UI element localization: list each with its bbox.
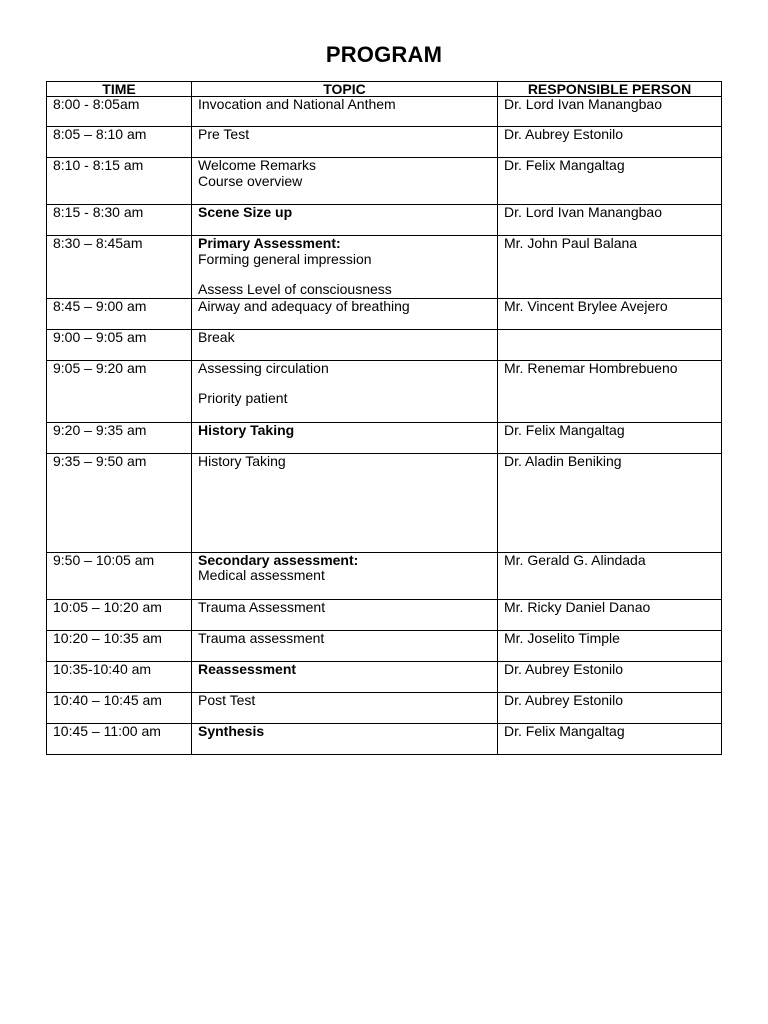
table-row	[47, 360, 722, 422]
topic-cell	[192, 298, 498, 329]
responsible-person-cell: Dr. Aubrey Estonilo	[498, 661, 722, 692]
responsible-person-cell	[498, 329, 722, 360]
topic-line: Post Test	[198, 691, 256, 708]
table-row	[47, 422, 722, 453]
topic-cell	[192, 422, 498, 453]
topic-line: Trauma Assessment	[198, 598, 326, 615]
time-cell: 8:05 – 8:10 am	[47, 127, 192, 158]
header-time: TIME	[47, 82, 192, 97]
topic-cell	[192, 127, 498, 158]
header-responsible-person: RESPONSIBLE PERSON	[498, 82, 722, 97]
time-cell: 10:45 – 11:00 am	[47, 723, 192, 754]
responsible-person-cell: Dr. Felix Mangaltag	[498, 723, 722, 754]
table-row	[47, 692, 722, 723]
table-row	[47, 552, 722, 599]
time-cell: 8:15 - 8:30 am	[47, 205, 192, 236]
responsible-person-cell: Dr. Felix Mangaltag	[498, 158, 722, 205]
table-row	[47, 205, 722, 236]
time-cell: 9:35 – 9:50 am	[47, 453, 192, 552]
topic-line: Break	[198, 328, 235, 345]
time-cell: 10:20 – 10:35 am	[47, 630, 192, 661]
topic-line: Primary Assessment:	[198, 235, 341, 251]
topic-line: Reassessment	[198, 660, 297, 677]
topic-line: Welcome Remarks	[198, 157, 316, 173]
topic-line: History Taking	[198, 452, 286, 469]
responsible-person-cell: Mr. John Paul Balana	[498, 236, 722, 299]
time-cell: 8:30 – 8:45am	[47, 236, 192, 299]
responsible-person-cell: Dr. Aubrey Estonilo	[498, 127, 722, 158]
program-body	[47, 97, 722, 755]
topic-cell	[192, 723, 498, 754]
header-topic: TOPIC	[192, 82, 498, 97]
topic-line: Course overview	[198, 172, 303, 189]
time-cell: 8:10 - 8:15 am	[47, 158, 192, 205]
topic-cell	[192, 329, 498, 360]
topic-line: Synthesis	[198, 722, 265, 739]
page-title: PROGRAM	[325, 42, 443, 67]
topic-line: History Taking	[198, 421, 295, 438]
responsible-person-cell: Mr. Gerald G. Alindada	[498, 552, 722, 599]
table-row	[47, 630, 722, 661]
table-row	[47, 127, 722, 158]
responsible-person-cell: Dr. Felix Mangaltag	[498, 422, 722, 453]
topic-line: Assess Level of consciousness	[198, 281, 392, 297]
time-cell: 9:05 – 9:20 am	[47, 360, 192, 422]
responsible-person-cell: Mr. Ricky Daniel Danao	[498, 599, 722, 630]
topic-cell	[192, 599, 498, 630]
time-cell: 9:00 – 9:05 am	[47, 329, 192, 360]
topic-cell	[192, 236, 498, 299]
topic-line: Forming general impression	[198, 250, 372, 267]
topic-cell	[192, 552, 498, 599]
topic-line: Invocation and National Anthem	[198, 96, 396, 112]
topic-cell	[192, 205, 498, 236]
topic-line: Secondary assessment:	[198, 551, 359, 568]
topic-cell	[192, 158, 498, 205]
time-cell: 10:35-10:40 am	[47, 661, 192, 692]
table-row	[47, 298, 722, 329]
topic-line: Trauma assessment	[198, 629, 325, 646]
responsible-person-cell: Dr. Aladin Beniking	[498, 453, 722, 552]
time-cell: 8:00 - 8:05am	[47, 97, 192, 127]
topic-cell	[192, 692, 498, 723]
table-row	[47, 723, 722, 754]
topic-line: Airway and adequacy of breathing	[198, 297, 410, 314]
table-row	[47, 661, 722, 692]
header-row	[47, 82, 722, 97]
topic-cell	[192, 630, 498, 661]
time-cell: 9:50 – 10:05 am	[47, 552, 192, 599]
topic-cell	[192, 97, 498, 127]
responsible-person-cell: Mr. Renemar Hombrebueno	[498, 360, 722, 422]
topic-line: Medical assessment	[198, 567, 325, 583]
topic-line: Scene Size up	[198, 204, 293, 220]
responsible-person-cell: Mr. Joselito Timple	[498, 630, 722, 661]
table-row	[47, 158, 722, 205]
topic-line: Priority patient	[198, 390, 288, 406]
topic-cell	[192, 661, 498, 692]
topic-line: Pre Test	[198, 126, 250, 142]
responsible-person-cell: Dr. Lord Ivan Manangbao	[498, 205, 722, 236]
topic-cell	[192, 360, 498, 422]
table-row	[47, 599, 722, 630]
time-cell: 10:05 – 10:20 am	[47, 599, 192, 630]
time-cell: 8:45 – 9:00 am	[47, 298, 192, 329]
topic-line: Assessing circulation	[198, 359, 329, 376]
responsible-person-cell: Dr. Aubrey Estonilo	[498, 692, 722, 723]
time-cell: 9:20 – 9:35 am	[47, 422, 192, 453]
topic-cell	[192, 453, 498, 552]
table-row	[47, 236, 722, 299]
responsible-person-cell: Mr. Vincent Brylee Avejero	[498, 298, 722, 329]
table-row	[47, 453, 722, 552]
responsible-person-cell: Dr. Lord Ivan Manangbao	[498, 97, 722, 127]
program-table	[46, 81, 722, 755]
table-row	[47, 97, 722, 127]
time-cell: 10:40 – 10:45 am	[47, 692, 192, 723]
table-row	[47, 329, 722, 360]
